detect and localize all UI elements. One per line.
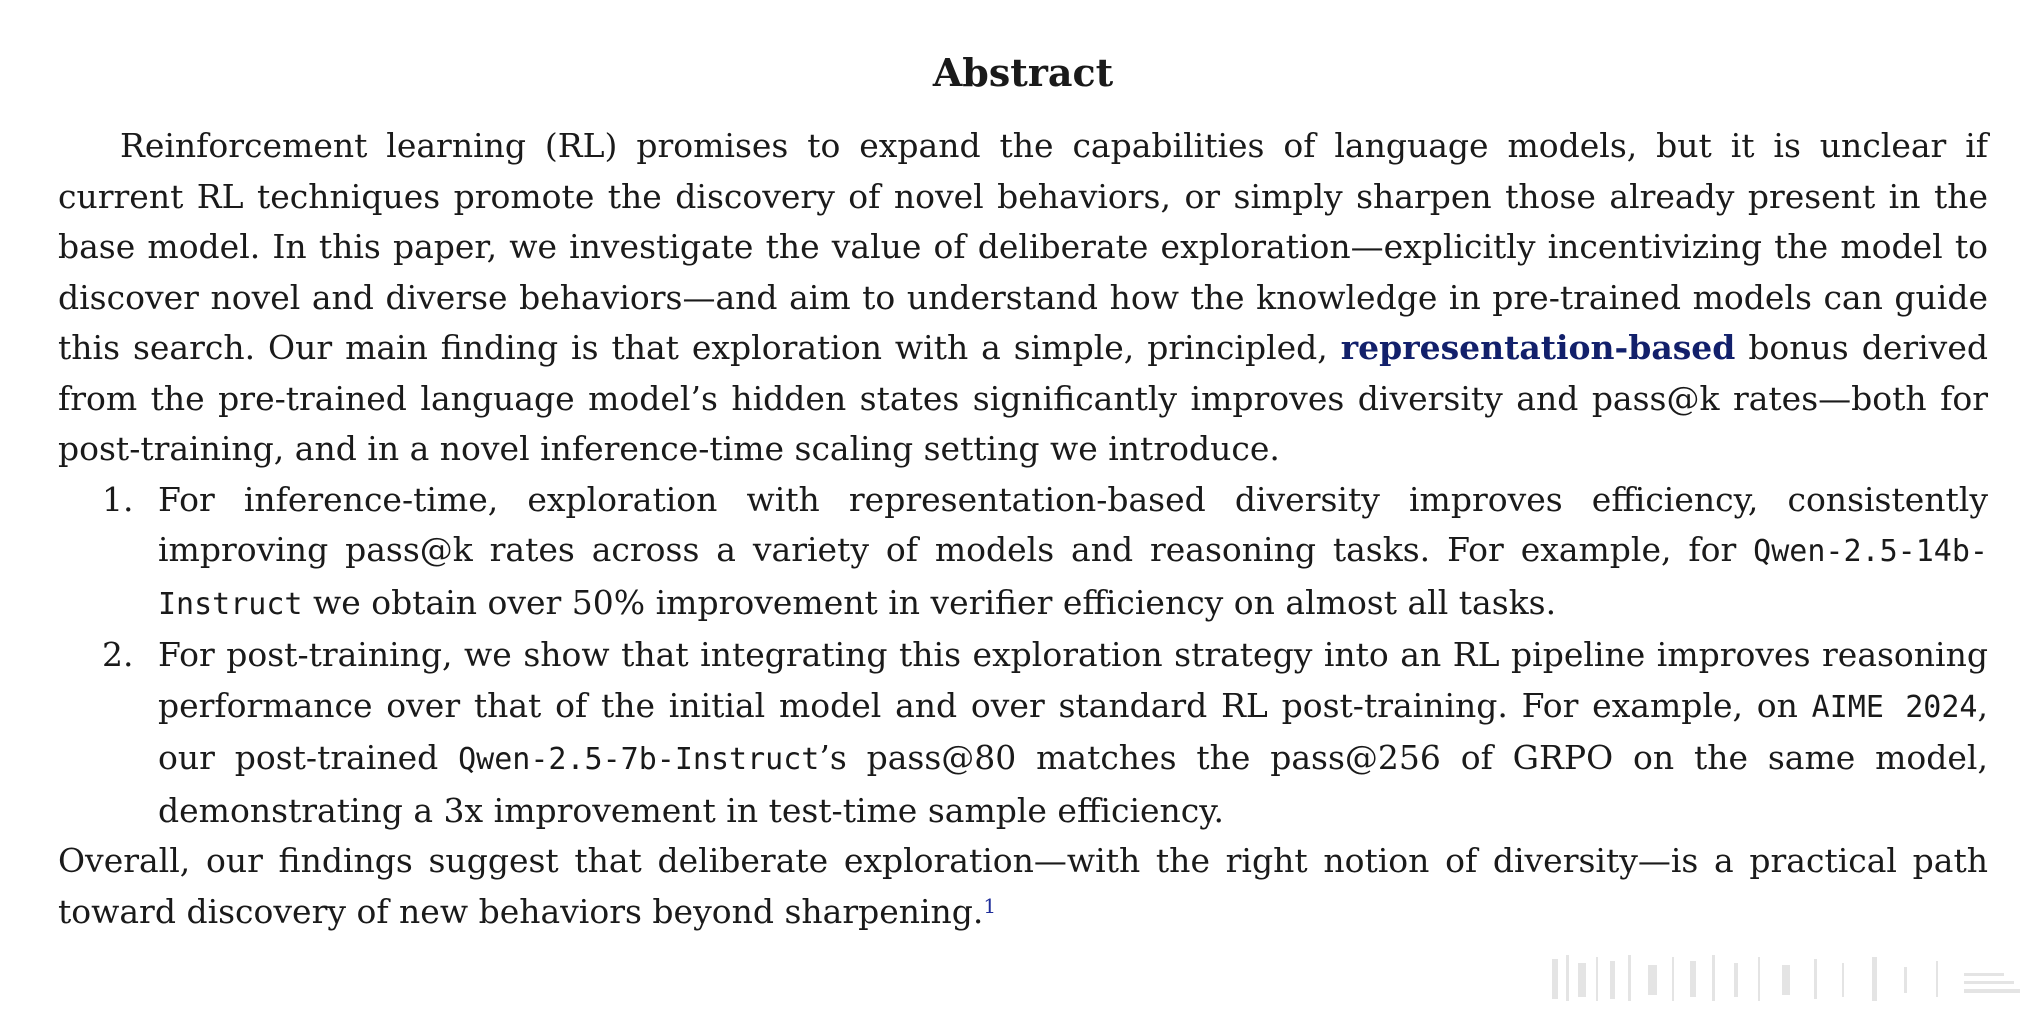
list-item <box>58 630 1988 836</box>
item2-text-b: , our post-trained <box>158 685 1988 777</box>
abstract-conclusion-paragraph <box>58 836 1988 937</box>
item2-model-name: Qwen-2.5-7b-Instruct <box>458 742 820 777</box>
list-item-number: 2. <box>102 635 134 674</box>
list-item <box>58 475 1988 631</box>
abstract-title: Abstract <box>932 50 1114 95</box>
item1-text-b: we obtain over 50% improvement in verifier efficiency on almost all tasks. <box>313 582 1557 622</box>
item2-text-a: For post-training, we show that integrating this exploration strategy into an RL pipeline improves reasoning performance over that of the initial model and over standard RL post-training. For example, on <box>158 635 1988 725</box>
intro-text-part1: Reinforcement learning (RL) promises to expand the capabilities of language models, but it is unclear if current RL techniques promote the discovery of novel behaviors, or simply sharpen those already present in the base model. In this paper, we investigate the value of deliberate exploration—explicitly incentivizing the model to discover novel and diverse behaviors—and aim to understand how the knowledge in pre-trained models can guide this search. Our main finding is that exploration with a simple, principled, <box>58 126 1988 367</box>
item1-model-name: Qwen-2.5-14b-Instruct <box>158 534 1988 622</box>
intro-text-part2: bonus derived from the pre-trained language model’s hidden states significantly improves diversity and pass@k rates—both for post-training, and in a novel inference-time scaling setting we introduce. <box>58 328 1988 468</box>
item2-text-c: ’s pass@80 matches the pass@256 of GRPO on the same model, demonstrating a 3x improvement in test-time sample efficiency. <box>158 738 1988 830</box>
barcode-watermark-icon <box>1552 953 2022 1003</box>
list-item-number: 1. <box>102 479 134 519</box>
abstract-intro-paragraph <box>58 121 1988 475</box>
abstract-section <box>58 50 1988 937</box>
item1-text-a: For inference-time, exploration with representation-based diversity improves efficiency, consistently improving pass@k rates across a variety of models and reasoning tasks. For example, for <box>158 479 1988 569</box>
footnote-marker[interactable]: 1 <box>983 893 997 918</box>
representation-based-highlight: representation-based <box>1340 328 1736 367</box>
conclusion-text: Overall, our findings suggest that deliberate exploration—with the right notion of diversity—is a practical path toward discovery of new behaviors beyond sharpening. <box>58 841 1988 931</box>
item2-benchmark-name: AIME 2024 <box>1811 689 1978 725</box>
findings-list <box>58 475 1988 837</box>
